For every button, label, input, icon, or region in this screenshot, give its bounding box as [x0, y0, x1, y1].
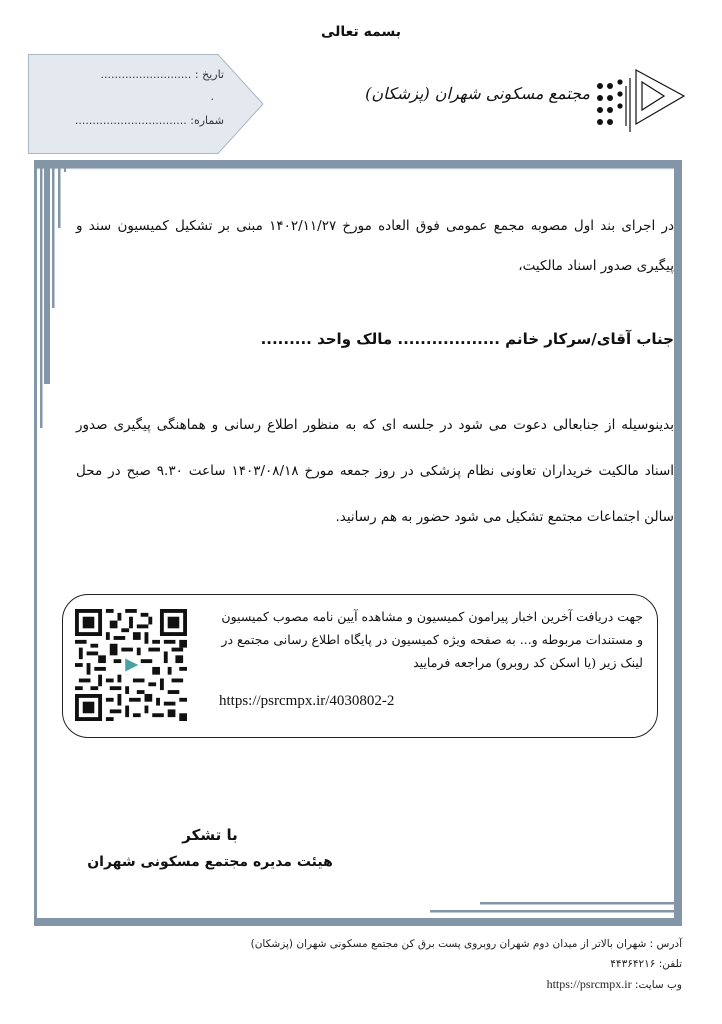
footer-address: آدرس : شهران بالاتر از میدان دوم شهران روبروی پست برق کن مجتمع مسکونی شهران (پزشکان)	[250, 938, 682, 950]
complex-logo	[365, 64, 690, 134]
footer-phone: تلفن: ۴۴۳۶۴۲۱۶	[610, 958, 682, 970]
signature-block	[60, 826, 360, 870]
footer-website	[251, 974, 682, 994]
footer	[251, 934, 682, 994]
board-name: هیئت مدیره مجتمع مسکونی شهران	[87, 854, 333, 870]
intro-paragraph: در اجرای بند اول مصوبه مجمع عمومی فوق العاده مورخ ۱۴۰۲/۱۱/۲۷ مبنی بر تشکیل کمیسیون سند و پیگیری صدور اسناد مالکیت،	[76, 218, 674, 274]
separator-dot: .	[210, 90, 214, 103]
addressee-line: جناب آقای/سرکار خانم .................. مالک واحد .........	[260, 330, 674, 348]
qr-code-icon[interactable]	[75, 609, 187, 721]
info-box	[62, 594, 658, 738]
date-number-box	[28, 54, 264, 154]
thanks-text: با تشکر	[182, 826, 238, 844]
date-label: تاریخ : ..........................	[100, 68, 224, 81]
logo-mark-icon	[592, 64, 690, 134]
invitation-paragraph: بدینوسیله از جنابعالی دعوت می شود در جلسه ای که به منظور اطلاع رسانی و هماهنگی پیگیری صدور اسناد مالکیت خریداران تعاونی نظام پزشکی در روز جمعه مورخ ۱۴۰۳/۰۸/۱۸ ساعت ۹.۳۰ صبح در محل سالن اجتماعات مجتمع تشکیل می شود حضور به هم رسانید.	[76, 417, 675, 525]
info-text: جهت دریافت آخرین اخبار پیرامون کمیسیون و مشاهده آیین نامه مصوب کمیسیون و مستندات مربوطه و... به صفحه ویژه کمیسیون در پایگاه اطلاع رسانی مجتمع در لینک زیر (یا اسکن کد روبرو) مراجعه فرمایید	[221, 609, 643, 670]
number-label: شماره: ................................	[74, 114, 224, 127]
website-link[interactable]: https://psrcmpx.ir	[546, 977, 632, 991]
commission-link[interactable]: https://psrcmpx.ir/4030802-2	[219, 693, 395, 709]
website-label: وب سایت:	[631, 979, 682, 991]
bismillah-title: بسمه تعالی	[320, 24, 402, 40]
logo-text: مجتمع مسکونی شهران (پزشکان)	[365, 84, 590, 103]
